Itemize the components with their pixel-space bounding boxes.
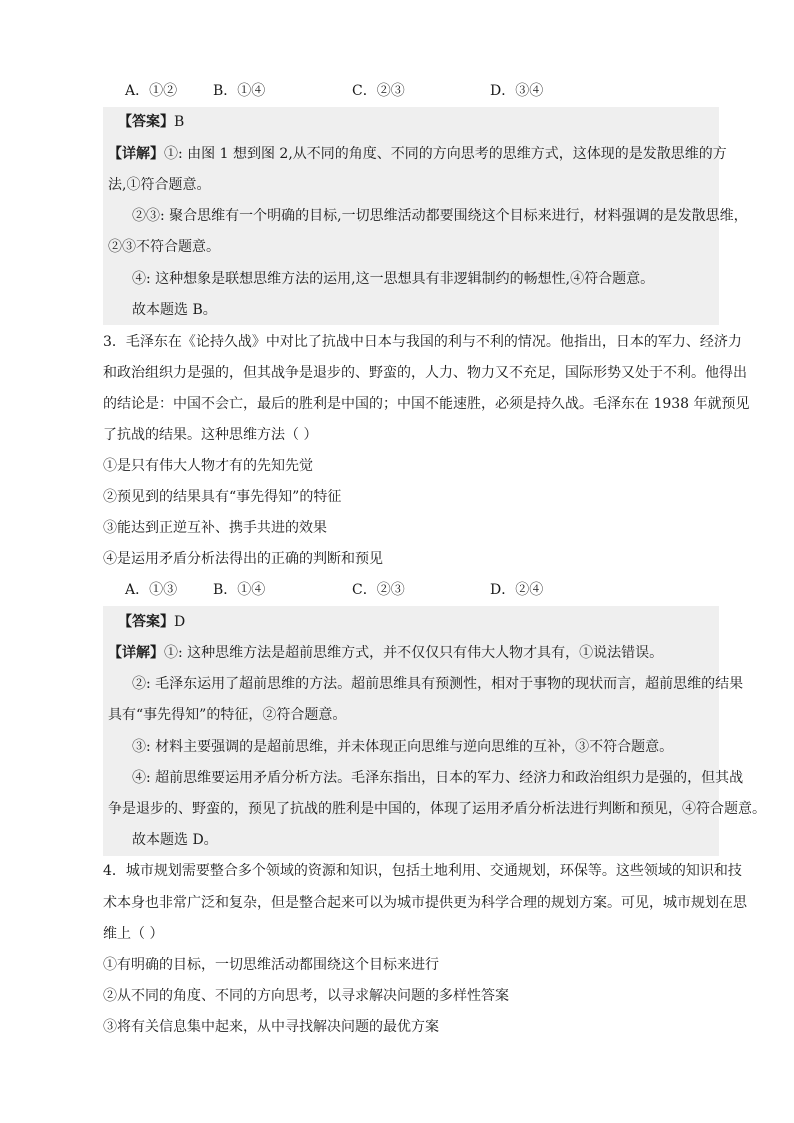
q3-detail-text: ①: 这种思维方法是超前思维方式，并不仅仅只有伟大人物才具有，①说法错误。 — [164, 645, 664, 661]
q3-detail-line: 故本题选 D。 — [132, 832, 218, 848]
q3-detail-line — [108, 643, 794, 663]
q3-item: ①是只有伟大人物才有的先知先觉 — [103, 458, 313, 474]
q2-answer-value: B — [174, 114, 185, 130]
q3-option-a: A．①③ — [125, 582, 178, 598]
q2-detail-line: ④: 这种想象是联想思维方法的运用,这一思想具有非逻辑制约的畅想性,④符合题意。 — [132, 271, 655, 287]
q3-option-c: C．②③ — [352, 582, 405, 598]
q2-option-c: C．②③ — [352, 83, 405, 99]
q3-stem-line: 和政治组织力是强的，但其战争是退步的、野蛮的，人力、物力又不充足，国际形势又处于不利。他得出 — [103, 365, 747, 381]
q4-stem-line: 4．城市规划需要整合多个领域的资源和知识，包括土地利用、交通规划，环保等。这些领域的知识和技 — [103, 863, 742, 879]
q2-detail-line: ②③不符合题意。 — [108, 239, 220, 255]
q3-detail-label: 【详解】 — [108, 645, 164, 661]
q3-answer-value: D — [174, 614, 186, 630]
q3-stem-line: 的结论是：中国不会亡，最后的胜利是中国的；中国不能速胜，必须是持久战。毛泽东在 1938 年就预见 — [103, 396, 750, 412]
q3-item: ②预见到的结果具有“事先得知”的特征 — [103, 489, 342, 505]
q3-option-d: D．②④ — [490, 582, 544, 598]
q3-detail-line: 具有“事先得知”的特征，②符合题意。 — [108, 707, 347, 723]
q2-detail-line: ②③: 聚合思维有一个明确的目标,一切思维活动都要围绕这个目标来进行，材料强调的是发散思维， — [132, 208, 748, 224]
q3-options — [0, 580, 794, 600]
q3-stem-line: 3．毛泽东在《论持久战》中对比了抗战中日本与我国的利与不利的情况。他指出，日本的军力、经济力 — [103, 334, 742, 350]
q4-stem-line: 术本身也非常广泛和复杂，但是整合起来可以为城市提供更为科学合理的规划方案。可见，城市规划在思 — [103, 895, 747, 911]
q2-options — [0, 81, 794, 101]
q4-stem-line: 维上（ ） — [103, 926, 164, 942]
q3-item: ④是运用矛盾分析法得出的正确的判断和预见 — [103, 551, 383, 567]
q2-answer-label: 【答案】 — [118, 114, 174, 130]
q2-detail-line — [108, 144, 794, 164]
q2-detail-line: 故本题选 B。 — [132, 302, 217, 318]
q2-option-a: A．①② — [125, 83, 178, 99]
q3-detail-line: 争是退步的、野蛮的，预见了抗战的胜利是中国的，体现了运用矛盾分析法进行判断和预见，④符合题意。 — [108, 801, 766, 817]
q3-answer-label: 【答案】 — [118, 614, 174, 630]
q3-detail-line: ④: 超前思维要运用矛盾分析方法。毛泽东指出，日本的军力、经济力和政治组织力是强的，但其战 — [132, 770, 744, 786]
q2-detail-label: 【详解】 — [108, 146, 164, 162]
q3-answer — [118, 612, 794, 632]
q3-option-b: B．①④ — [213, 582, 266, 598]
q2-option-d: D．③④ — [490, 83, 544, 99]
q3-detail-line: ③: 材料主要强调的是超前思维，并未体现正向思维与逆向思维的互补，③不符合题意。 — [132, 739, 674, 755]
q3-item: ③能达到正逆互补、携手共进的效果 — [103, 520, 327, 536]
q2-answer — [118, 112, 794, 132]
q4-item: ①有明确的目标，一切思维活动都围绕这个目标来进行 — [103, 957, 439, 973]
q4-item: ②从不同的角度、不同的方向思考，以寻求解决问题的多样性答案 — [103, 988, 509, 1004]
q3-stem-line: 了抗战的结果。这种思维方法（ ） — [103, 427, 318, 443]
q4-item: ③将有关信息集中起来，从中寻找解决问题的最优方案 — [103, 1019, 439, 1035]
q2-option-b: B．①④ — [213, 83, 266, 99]
q2-detail-line: 法,①符合题意。 — [108, 177, 211, 193]
q2-detail-text: ①: 由图 1 想到图 2,从不同的角度、不同的方向思考的思维方式，这体现的是发散思维的方 — [164, 146, 727, 162]
q3-detail-line: ②: 毛泽东运用了超前思维的方法。超前思维具有预测性，相对于事物的现状而言，超前思维的结果 — [132, 676, 744, 692]
